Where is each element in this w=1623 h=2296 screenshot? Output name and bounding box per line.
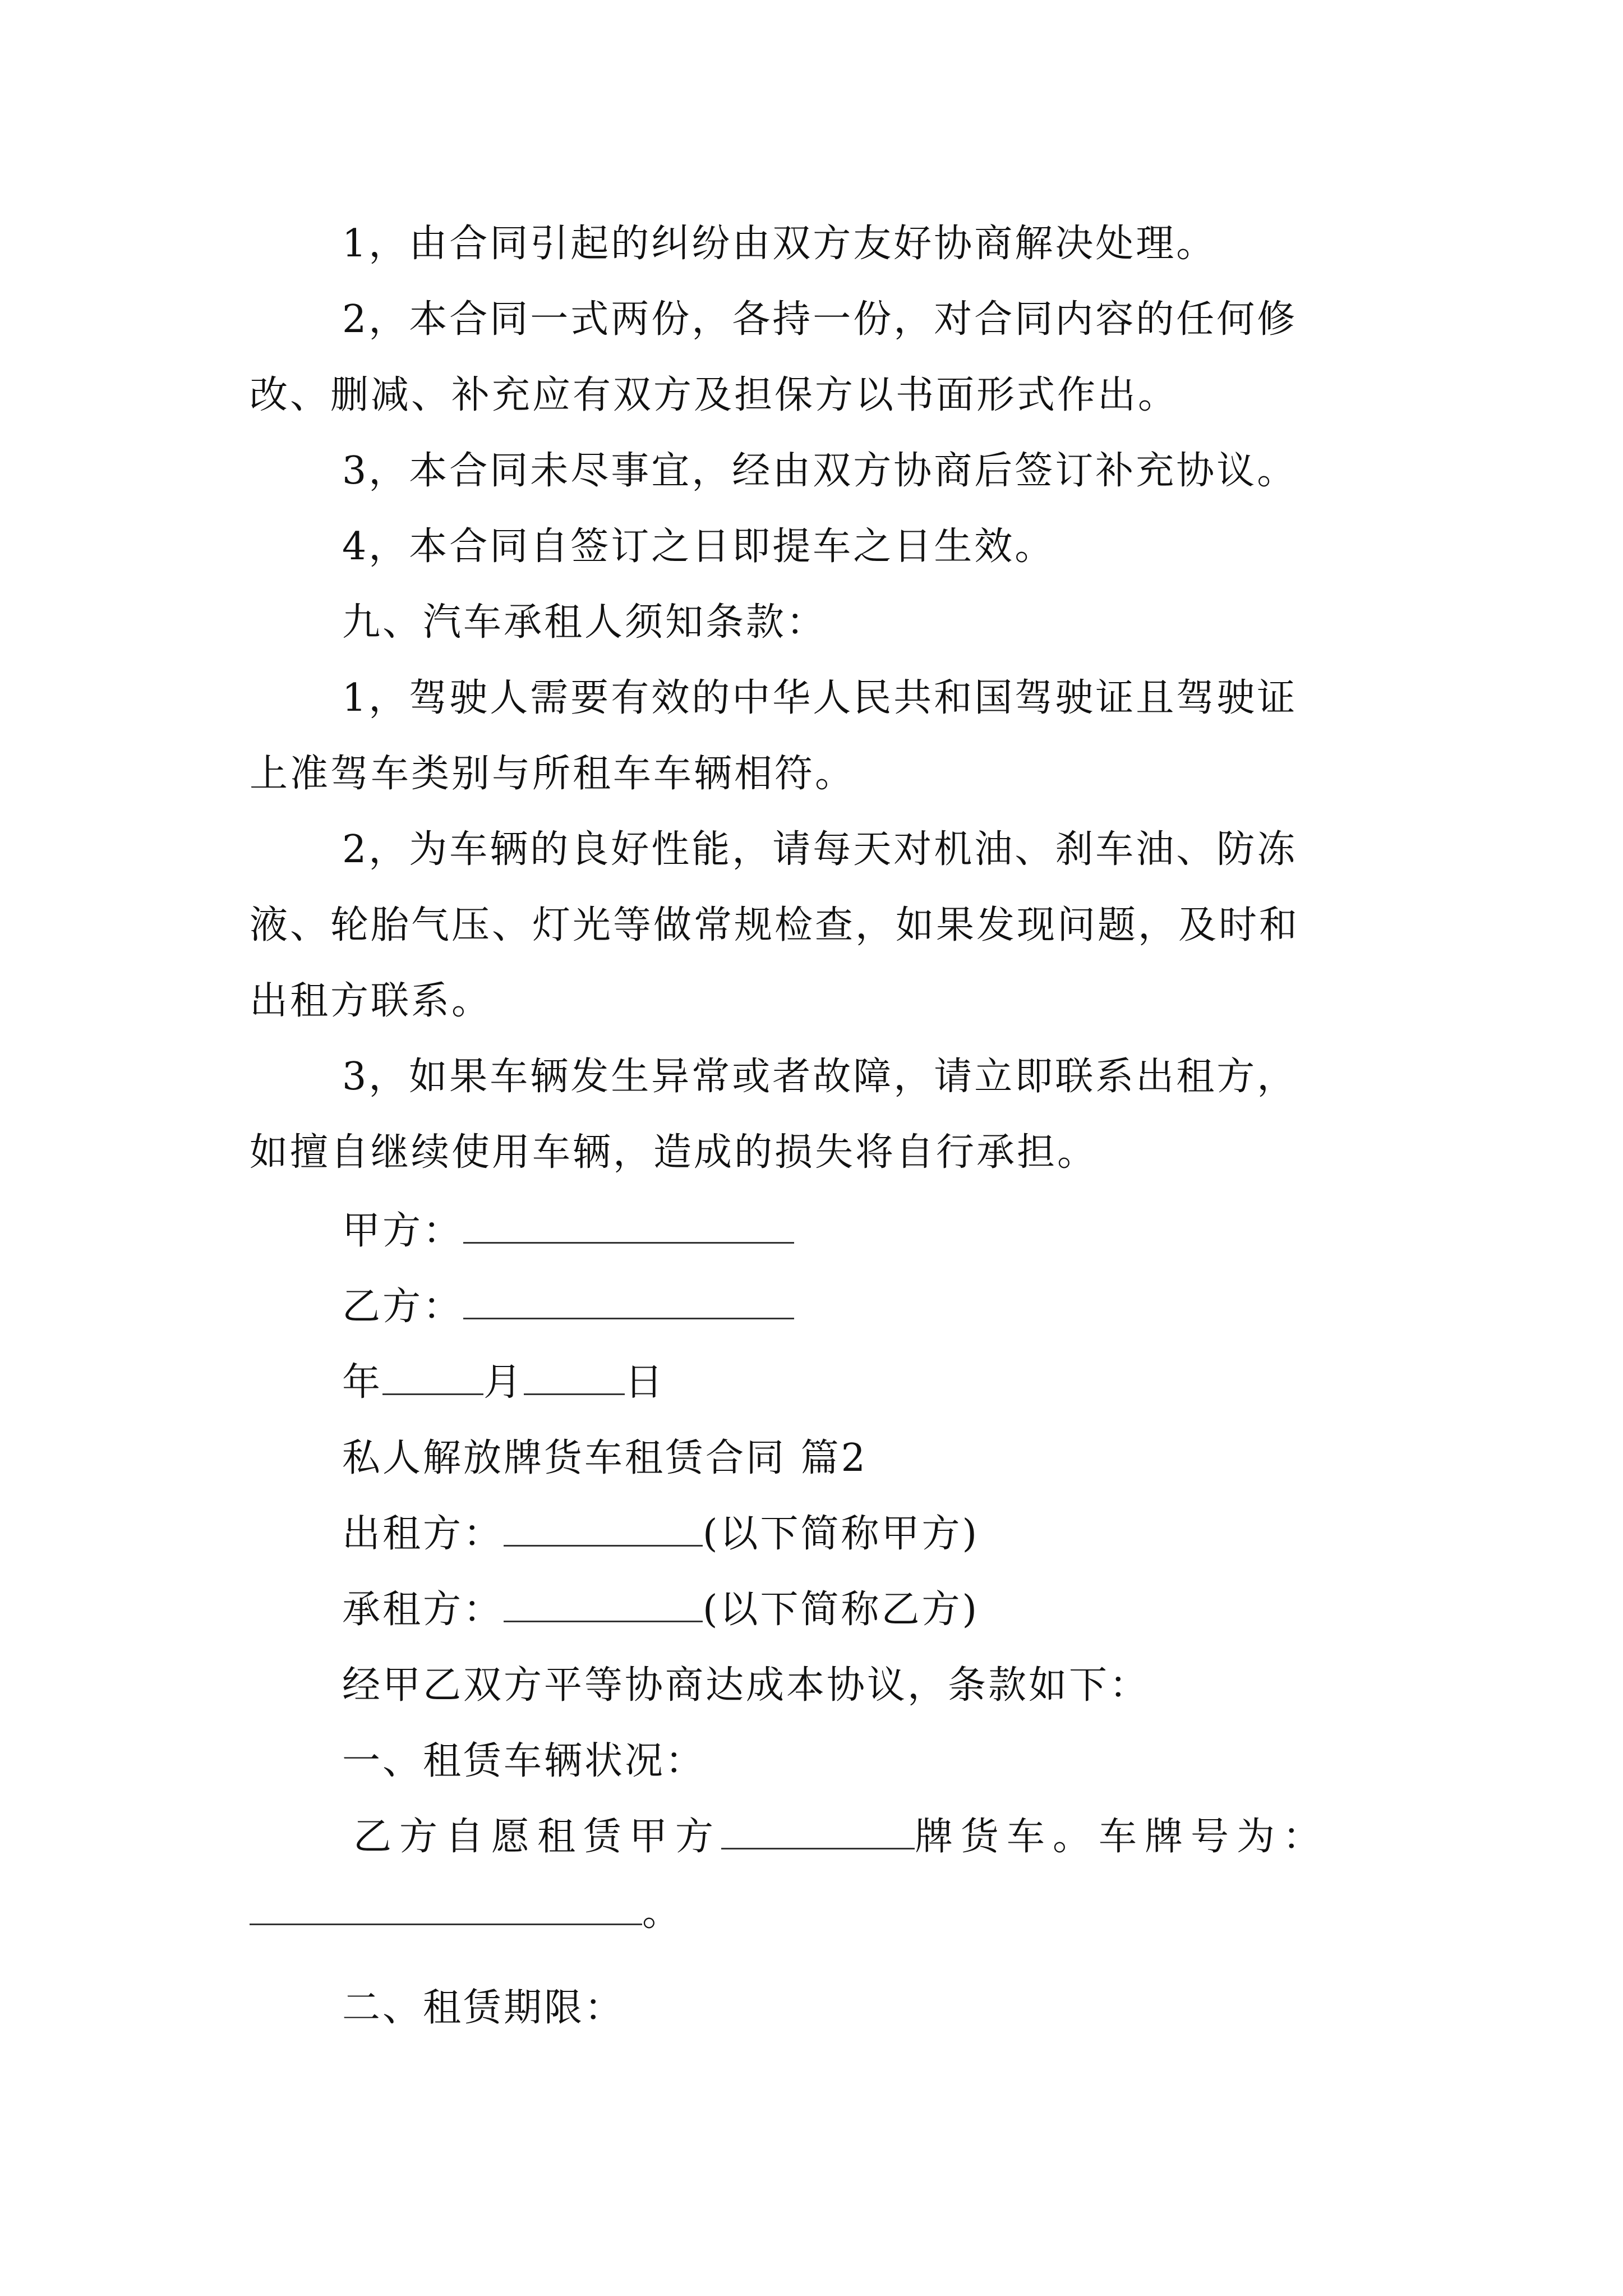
lessor-blank [504, 1510, 703, 1547]
date-month-blank [382, 1359, 483, 1395]
paragraph-inspection-line3: 出租方联系。 [250, 979, 492, 1023]
paragraph-copies-line1: 2，本合同一式两份，各持一份，对合同内容的任何修 [342, 297, 1298, 342]
party-b-blank [463, 1283, 794, 1319]
party-b-label: 乙方： [342, 1285, 464, 1329]
plate-number-blank [250, 1889, 642, 1925]
signing-date [0, 1355, 1623, 1411]
date-year-label: 年 [342, 1360, 383, 1405]
lessee-suffix: (以下简称乙方) [703, 1588, 980, 1632]
plate-number-line [0, 1885, 1623, 1941]
paragraph-effective: 4，本合同自签订之日即提车之日生效。 [342, 524, 1055, 569]
date-day-blank [524, 1359, 625, 1395]
date-month-label: 月 [483, 1360, 524, 1405]
party-a-blank [463, 1207, 794, 1244]
paragraph-license-line2: 上准驾车类别与所租车车辆相符。 [250, 752, 856, 796]
lessor-line [0, 1506, 1623, 1562]
clause2-title: 二、租赁期限： [342, 1986, 625, 2030]
paragraph-fault-line2: 如擅自继续使用车辆，造成的损失将自行承担。 [250, 1130, 1098, 1175]
party-b-signature [0, 1279, 1623, 1335]
paragraph-dispute: 1，由合同引起的纠纷由双方友好协商解决处理。 [342, 222, 1217, 266]
paragraph-license-line1: 1，驾驶人需要有效的中华人民共和国驾驶证且驾驶证 [342, 676, 1298, 720]
lessee-blank [504, 1586, 703, 1622]
clause1-title: 一、租赁车辆状况： [342, 1739, 706, 1783]
section2-title: 私人解放牌货车租赁合同 篇2 [342, 1436, 868, 1480]
clause1-text-b: 牌货车。车牌号为： [915, 1815, 1329, 1859]
paragraph-supplement: 3，本合同未尽事宜，经由双方协商后签订补充协议。 [342, 449, 1298, 493]
party-a-label: 甲方： [342, 1209, 464, 1253]
section-nine-heading: 九、汽车承租人须知条款： [342, 600, 827, 645]
paragraph-inspection-line2: 液、轮胎气压、灯光等做常规检查，如果发现问题，及时和 [250, 903, 1300, 947]
lessor-suffix: (以下简称甲方) [703, 1512, 980, 1556]
date-day-label: 日 [625, 1360, 666, 1405]
lessor-label: 出租方： [342, 1512, 504, 1556]
clause1-text-line [353, 1809, 1357, 1865]
agreement-intro: 经甲乙双方平等协商达成本协议，条款如下： [342, 1663, 1150, 1708]
paragraph-fault-line1: 3，如果车辆发生异常或者故障，请立即联系出租方， [342, 1055, 1298, 1099]
clause1-end: 。 [642, 1890, 683, 1935]
clause1-text-a: 乙方自愿租赁甲方 [353, 1815, 722, 1859]
lessee-label: 承租方： [342, 1588, 504, 1632]
paragraph-inspection-line1: 2，为车辆的良好性能，请每天对机油、刹车油、防冻 [342, 827, 1298, 872]
truck-brand-blank [721, 1813, 915, 1849]
paragraph-copies-line2: 改、删减、补充应有双方及担保方以书面形式作出。 [250, 373, 1179, 417]
party-a-signature [0, 1203, 1623, 1259]
lessee-line [0, 1582, 1623, 1638]
